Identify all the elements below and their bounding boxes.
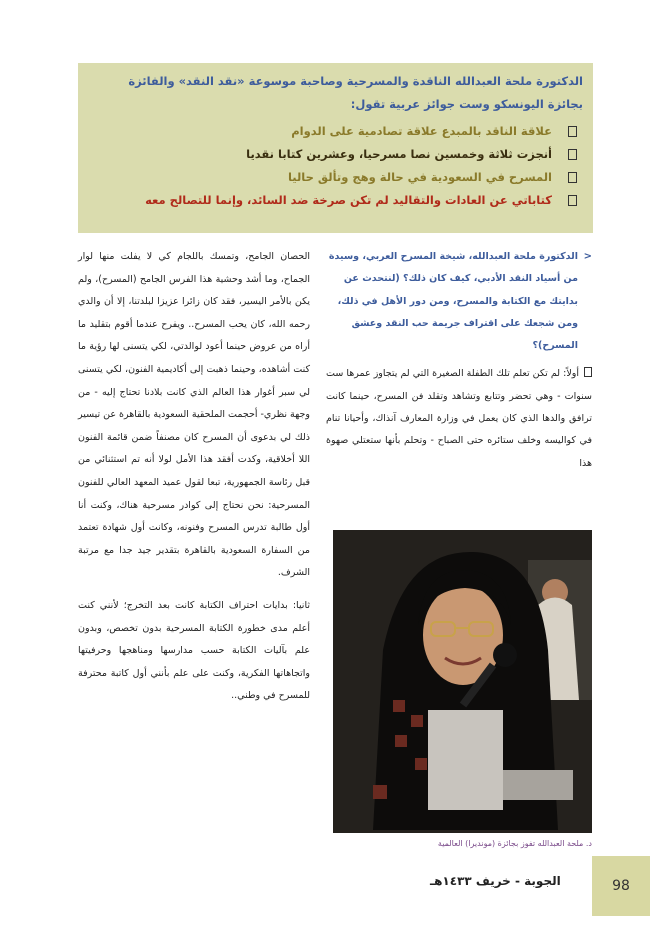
intro-box bbox=[78, 63, 593, 233]
highlight-item bbox=[90, 189, 577, 212]
highlight-text: كتاباتي عن العادات والتقاليد لم تكن صرخة ضد السائد، وإنما للتصالح معه bbox=[145, 193, 552, 207]
square-bullet-icon bbox=[584, 367, 592, 377]
photo-illustration bbox=[333, 530, 592, 833]
page-number: 98 bbox=[612, 878, 630, 894]
right-column bbox=[326, 246, 592, 475]
answer-paragraph: الحصان الجامح، وتمسك باللجام كي لا يفلت منها لوار الجماح، وما أشد وحشية هذا الفرس الجامح (المسرح)، ولم يكن بالأمر اليسير، فقد كان زائرا عزيزا لبلدتنا، إلا أن والدي رحمه الله، كان يحب المسرح.. ويفرح عندما أقوم بتقليد ما أراه من عروض حينما أعود لوالدتي، لكي يتسنى لها رؤية ما كنت أشاهده، وحينما ذهبت إلى أكاديمية الفنون، لكي يتسنى لي سبر أغوار هذا العالم الذي كانت بلادنا تحتاج إليه - من وجهة نظري- أحجمت الملحقية السعودية بالقاهرة عن تيسير ذلك لي بدعوى أن المسرح كان مصنفاً ضمن قائمة الفنون اللا أخلاقية، وكدت أفقد هذا الأمل لولا أنه تم استثنائي من قبل رئاسة الجمهورية، تبعا لقول عميد المعهد العالي للفنون المسرحية: نحن نحتاج إلى كوادر مسرحية هناك، وكنت أنا أول طالبة تدرس المسرح وفنونه، وكانت أول شهادة تعتمد من السفارة السعودية بالقاهرة بتقدير جيد جدا مع مرتبة الشرف. bbox=[78, 251, 310, 579]
interview-question bbox=[326, 246, 592, 357]
page-number-tab bbox=[592, 856, 650, 916]
interview-photo bbox=[333, 530, 592, 833]
left-column bbox=[78, 246, 310, 708]
square-bullet-icon bbox=[568, 126, 577, 137]
answer-first-text: أولاً: لم تكن تعلم تلك الطفلة الصغيرة التي لم يتجاوز عمرها ست سنوات - وهي تحضر وتتابع وتشاهد وتقلد فن المسرح، حينما كانت ترافق والدها الذي كان يعمل في وزارة المعارف آنذاك، وأحيانا تنام في كواليسه وخلف ستائره حتى الصباح - وتحلم بأنها ستعتلي صهوة هذا bbox=[326, 368, 592, 469]
magazine-title: الجوبة - خريف ١٤٣٣هـ bbox=[430, 874, 561, 888]
highlight-item bbox=[90, 143, 577, 166]
arrow-left-icon: < bbox=[583, 251, 592, 262]
answer-first bbox=[326, 363, 592, 474]
highlights-list bbox=[90, 120, 583, 212]
answer-paragraph: ثانيا: بدايات احتراف الكتابة كانت بعد التخرج؛ لأنني كنت أعلم مدى خطورة الكتابة المسرحية بدون تخصص، وبدون علم بآليات الكتابة حسب مدارسها ومناهجها وحرفيتها واتجاهاتها الفكرية، وكنت على علم بأنني أول كاتبة محترفة للمسرح في وطني.. bbox=[78, 599, 310, 702]
question-text: الدكتورة ملحة العبدالله، شيخة المسرح العربي، وسيدة من أسياد النقد الأدبي، كيف كان ذلك؟ (لنتحدث عن بدايتك مع الكتابة والمسرح، ومن دور الأهل في ذلك، ومن شجعك على اقتراف جريمة حب النقد وعشق المسرح)؟ bbox=[328, 251, 578, 352]
highlight-item bbox=[90, 120, 577, 143]
square-bullet-icon bbox=[568, 195, 577, 206]
highlight-item bbox=[90, 166, 577, 189]
highlight-text: أنجزت ثلاثة وخمسين نصا مسرحيا، وعشرين كتابا نقديا bbox=[246, 147, 552, 161]
square-bullet-icon bbox=[568, 149, 577, 160]
photo-caption: د. ملحة العبدالله تفوز بجائزة (مونديرا) العالمية bbox=[437, 839, 592, 848]
highlight-text: علاقة الناقد بالمبدع علاقة تصادمية على الدوام bbox=[291, 124, 552, 138]
square-bullet-icon bbox=[568, 172, 577, 183]
highlight-text: المسرح في السعودية في حالة وهج وتألق حاليا bbox=[287, 170, 552, 184]
intro-text: الدكتورة ملحة العبدالله الناقدة والمسرحية وصاحبة موسوعة «نقد النقد» والفائزة بجائزة اليونسكو وست جوائز عربية تقول: bbox=[128, 74, 583, 111]
